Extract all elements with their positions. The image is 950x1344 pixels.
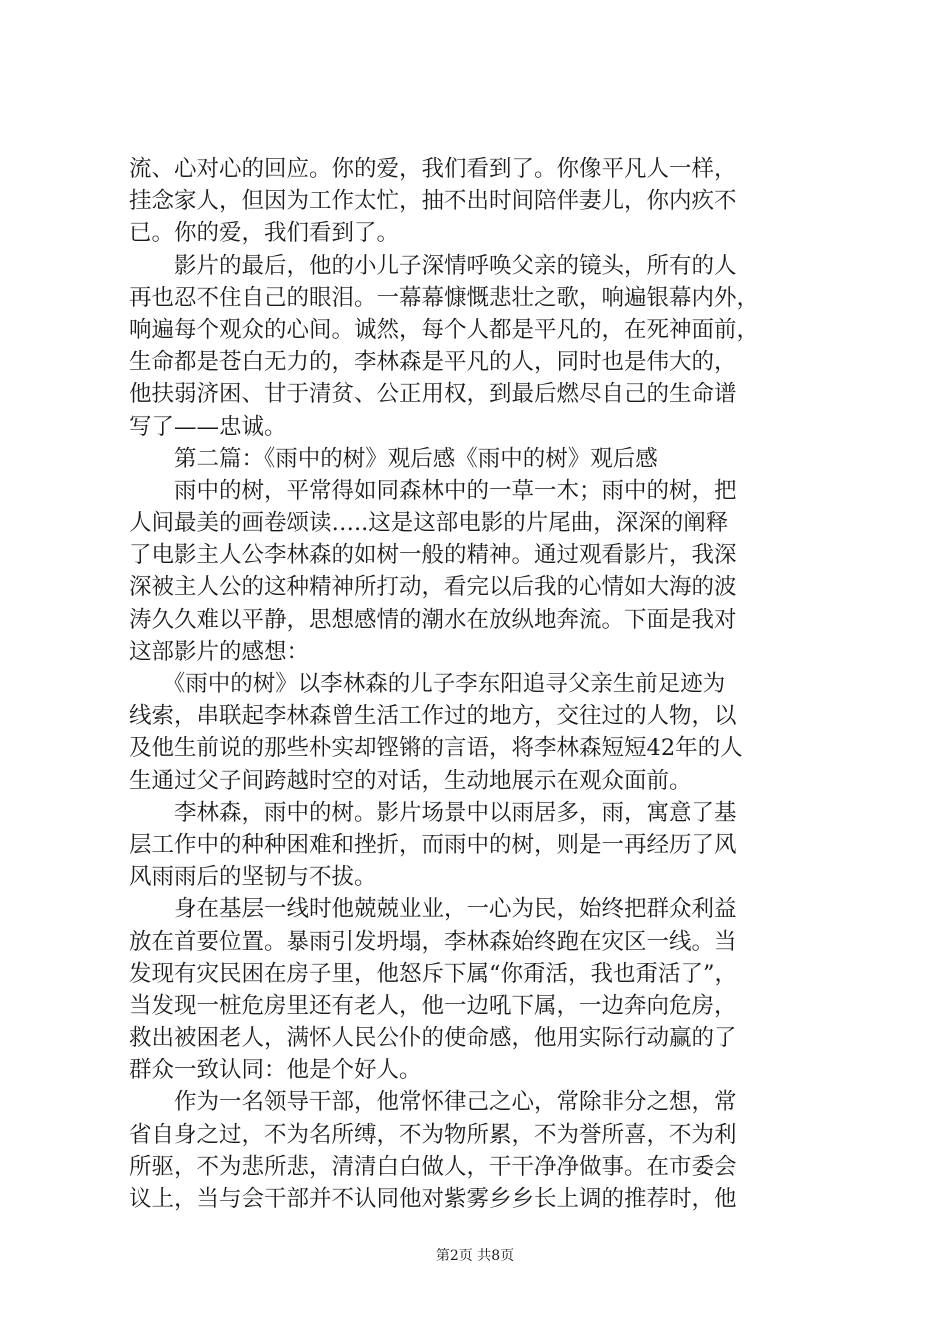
text-line: 了电影主人公李林森的如树一般的精神。通过观看影片，我深 xyxy=(129,542,737,569)
text-line: 省自身之过，不为名所缚，不为物所累，不为誉所喜，不为利 xyxy=(129,1121,737,1148)
text-line: 响遍每个观众的心间。诚然，每个人都是平凡的，在死神面前， xyxy=(129,316,760,343)
text-line: 身在基层一线时他兢兢业业，一心为民，始终把群众利益 xyxy=(129,896,737,923)
text-line: 生通过父子间跨越时空的对话，生动地展示在观众面前。 xyxy=(129,767,692,794)
text-line: 线索，串联起李林森曾生活工作过的地方，交往过的人物，以 xyxy=(129,703,737,730)
text-line: 风雨雨后的坚韧与不拔。 xyxy=(129,864,377,891)
page-number-footer: 第2页 共8页 xyxy=(435,1248,515,1264)
text-line: 及他生前说的那些朴实却铿锵的言语，将李林森短短42年的人 xyxy=(129,735,743,762)
text-line: 这部影片的感想： xyxy=(129,638,310,665)
text-line: 影片的最后，他的小儿子深情呼唤父亲的镜头，所有的人 xyxy=(129,252,737,279)
text-line: 议上，当与会干部并不认同他对紫雾乡乡长上调的推荐时，他 xyxy=(129,1186,737,1212)
text-line: 群众一致认同：他是个好人。 xyxy=(129,1057,422,1084)
text-line: 放在首要位置。暴雨引发坍塌，李林森始终跑在灾区一线。当 xyxy=(129,928,737,955)
text-line: 当发现一桩危房里还有老人，他一边吼下属，一边奔向危房， xyxy=(129,992,737,1019)
text-line: 写了——忠诚。 xyxy=(129,413,287,440)
text-line: 已。你的爱，我们看到了。 xyxy=(129,220,400,247)
text-line: 救出被困老人，满怀人民公仆的使命感，他用实际行动赢的了 xyxy=(129,1025,737,1052)
text-line: 作为一名领导干部，他常怀律己之心，常除非分之想，常 xyxy=(129,1089,737,1116)
section-heading: 第二篇：《雨中的树》观后感《雨中的树》观后感 xyxy=(129,445,658,472)
text-line: 流、心对心的回应。你的爱，我们看到了。你像平凡人一样， xyxy=(129,156,737,182)
text-line: 深被主人公的这种精神所打动，看完以后我的心情如大海的波 xyxy=(129,574,737,601)
text-line: 人间最美的画卷颂读…..这是这部电影的片尾曲，深深的阐释 xyxy=(129,510,729,537)
text-line: 他扶弱济困、甘于清贫、公正用权，到最后燃尽自己的生命谱 xyxy=(129,381,737,408)
text-line: 层工作中的种种困难和挫折，而雨中的树，则是一再经历了风 xyxy=(129,831,737,858)
text-line: 所驱，不为悲所悲，清清白白做人，干干净净做事。在市委会 xyxy=(129,1153,737,1180)
text-line: 雨中的树，平常得如同森林中的一草一木；雨中的树，把 xyxy=(129,477,737,504)
text-line: 李林森，雨中的树。影片场景中以雨居多，雨，寓意了基 xyxy=(129,799,737,826)
text-line: 再也忍不住自己的眼泪。一幕幕慷慨悲壮之歌，响遍银幕内外， xyxy=(129,284,760,311)
text-line: 生命都是苍白无力的，李林森是平凡的人，同时也是伟大的， xyxy=(129,349,737,376)
text-line: 挂念家人，但因为工作太忙，抽不出时间陪伴妻儿，你内疚不 xyxy=(129,188,737,215)
text-line: 《雨中的树》以李林森的儿子李东阳追寻父亲生前足迹为 xyxy=(129,671,726,697)
body-text xyxy=(129,153,829,1215)
text-line: 发现有灾民困在房子里，他怒斥下属“你甭活，我也甭活了”， xyxy=(129,960,738,987)
text-line: 涛久久难以平静，思想感情的潮水在放纵地奔流。下面是我对 xyxy=(129,606,737,633)
